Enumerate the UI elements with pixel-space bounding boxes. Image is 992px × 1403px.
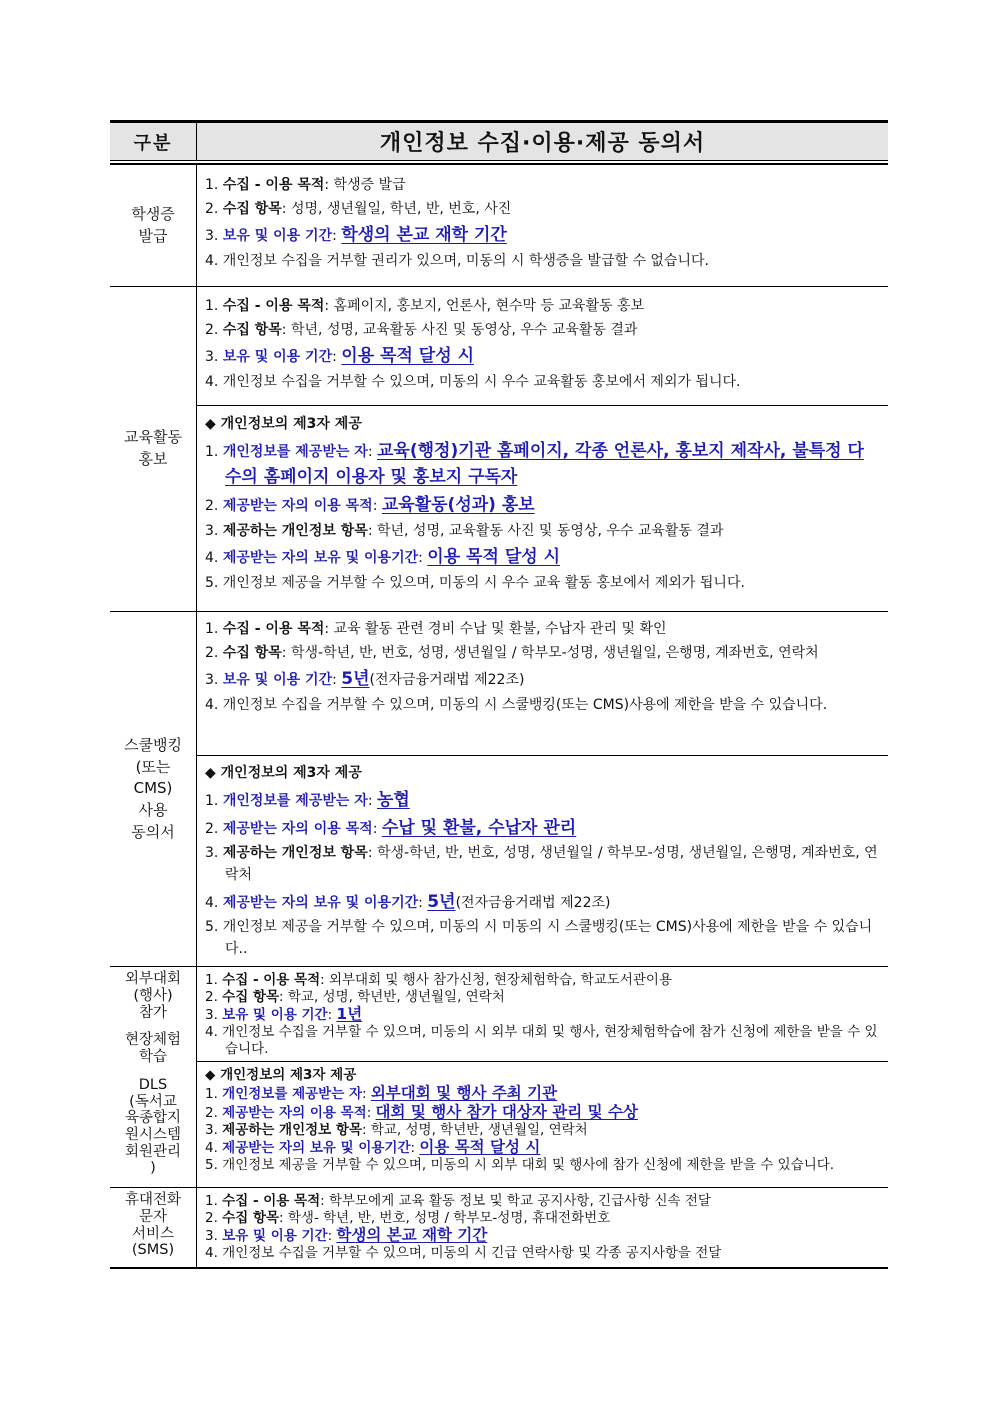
text-segment: 제공하는 개인정보 항목 (222, 845, 368, 862)
text-segment: 2. (205, 988, 223, 1005)
text-segment: 이용 목적 달성 시 (341, 346, 474, 367)
content-item (205, 889, 880, 915)
text-segment: ◆ 개인정보의 제3자 제공 (205, 765, 362, 781)
content-item (205, 222, 880, 248)
text-segment: : 학교, 성명, 학년반, 생년월일, 연락처 (361, 1121, 588, 1138)
table-row (110, 612, 888, 967)
collection-use-section (197, 612, 888, 755)
text-segment: : (366, 1104, 376, 1121)
text-segment: : 학교, 성명, 학년반, 생년월일, 연락처 (279, 988, 505, 1005)
text-segment: 보유 및 이용 기간 (222, 228, 333, 245)
row-label-line: (행사) (133, 988, 173, 1005)
text-segment: 보유 및 이용 기간 (222, 1007, 328, 1024)
text-segment: 5년 (341, 669, 370, 690)
content-item (205, 666, 880, 692)
text-segment: 3. (205, 1228, 223, 1245)
text-segment: : (327, 1007, 337, 1024)
row-label-line: 홍보 (138, 450, 168, 468)
text-segment: 3. (205, 349, 223, 366)
content-item (205, 1024, 880, 1057)
text-segment: 5년 (427, 891, 456, 912)
text-segment: 교육(행정)기관 홈페이지, 각종 언론사, 홍보지 제작사, 불특정 다수의 홈페이지 이용자 및 홍보지 구독자 (225, 440, 864, 488)
text-segment: : (367, 792, 377, 809)
text-segment: 제공하는 개인정보 항목 (222, 522, 368, 539)
text-segment: 2. (205, 821, 223, 838)
text-segment: 제공받는 자의 이용 목적 (222, 1104, 367, 1121)
content-item (205, 1122, 880, 1138)
text-segment: 1. (205, 177, 223, 193)
row-label-line: 참가 (138, 1004, 167, 1021)
text-segment: : (361, 1085, 371, 1102)
row-content (197, 1188, 888, 1267)
row-label (110, 287, 197, 611)
collection-use-section (197, 967, 888, 1061)
row-label-line: 스쿨뱅킹 (124, 735, 182, 754)
page-title: 개인정보 수집·이용·제공 동의서 (379, 131, 706, 156)
text-segment: 학생의 본교 재학 기간 (336, 1226, 488, 1245)
text-segment: 이용 목적 달성 시 (427, 547, 561, 568)
text-segment: 수집 항목 (222, 1209, 280, 1226)
text-segment: : (410, 1140, 420, 1156)
consent-form-table (110, 120, 888, 1269)
text-segment: 4. (205, 550, 223, 567)
row-label-line: (독서교 (129, 1093, 177, 1110)
row-label-line: 문자 (138, 1208, 167, 1225)
content-item (205, 763, 880, 785)
content-item (205, 1193, 880, 1209)
row-content (197, 165, 888, 286)
text-segment: 제공받는 자의 보유 및 이용기간 (222, 1140, 411, 1156)
text-segment: : 학생- 학년, 반, 번호, 성명 / 학부모-성명, 휴대전화번호 (279, 1209, 611, 1226)
text-segment: 2. (205, 644, 223, 661)
text-segment: 개인정보를 제공받는 자 (222, 792, 368, 809)
row-label-line: CMS) (133, 779, 173, 798)
row-label-line: 휴대전화 (124, 1192, 182, 1209)
content-item (205, 917, 880, 960)
text-segment: 제공받는 자의 이용 목적 (222, 821, 373, 838)
text-segment: 1. (205, 443, 223, 460)
text-segment: 보유 및 이용 기간 (222, 672, 333, 689)
content-item (205, 989, 880, 1005)
text-segment: (전자금융거래법 제22조) (455, 894, 611, 911)
text-segment: 수집 - 이용 목적 (222, 621, 325, 637)
row-label-line: (SMS) (131, 1242, 175, 1259)
content-item (205, 1067, 880, 1083)
text-segment: : (372, 498, 382, 515)
row-label (110, 612, 197, 966)
text-segment: 제공받는 자의 보유 및 이용기간 (222, 550, 419, 567)
text-segment: 4. 개인정보 수집을 거부할 수 있으며, 미동의 시 스쿨뱅킹(또는 CMS)사용에 제한을 받을 수 있습니다. (205, 696, 828, 713)
text-segment: 2. (205, 200, 223, 217)
text-segment: 이용 목적 달성 시 (419, 1138, 541, 1156)
text-segment: 보유 및 이용 기간 (222, 349, 333, 366)
table-body (110, 165, 888, 1267)
text-segment: : (372, 821, 382, 838)
content-item (205, 1084, 880, 1103)
collection-use-section (197, 165, 888, 286)
content-item (205, 972, 880, 988)
content-item (205, 1103, 880, 1122)
text-segment: 4. (205, 1140, 223, 1156)
text-segment: 수집 항목 (222, 988, 280, 1005)
text-segment: : 학부모에게 교육 활동 정보 및 학교 공지사항, 긴급사항 신속 전달 (320, 1193, 711, 1210)
text-segment: 4. (205, 894, 223, 911)
text-segment: 제공받는 자의 보유 및 이용기간 (222, 894, 419, 911)
content-item (205, 1138, 880, 1157)
text-segment: : 학생-학년, 반, 번호, 성명, 생년월일 / 학부모-성명, 생년월일, 은행명, 계좌번호, 연락처 (225, 845, 878, 884)
text-segment: 5. 개인정보 제공을 거부할 수 있으며, 미동의 시 우수 교육 활동 홍보에서 제외가 됩니다. (205, 574, 745, 591)
row-content (197, 612, 888, 966)
text-segment: 수집 항목 (222, 200, 282, 217)
text-segment: 개인정보를 제공받는 자 (222, 1085, 362, 1102)
text-segment: 3. (205, 845, 223, 862)
text-segment: ◆ 개인정보의 제3자 제공 (205, 416, 362, 432)
row-label (110, 165, 197, 286)
third-party-provision-section (197, 1061, 888, 1187)
row-label-line: 외부대회 (124, 971, 182, 988)
content-item (205, 695, 880, 717)
text-segment: 4. 개인정보 수집을 거부할 수 있으며, 미동의 시 우수 교육활동 홍보에서 제외가 됩니다. (205, 373, 741, 390)
content-item (205, 438, 880, 491)
text-segment: 보유 및 이용 기간 (222, 1228, 328, 1245)
text-segment: 수집 - 이용 목적 (222, 298, 325, 314)
text-segment: 3. (205, 1121, 223, 1138)
text-segment: 제공받는 자의 이용 목적 (222, 498, 373, 515)
text-segment: 수집 - 이용 목적 (222, 1193, 321, 1210)
text-segment: 1. (205, 972, 223, 989)
table-row (110, 967, 888, 1188)
row-label (110, 1188, 197, 1267)
row-label-line: 서비스 (131, 1225, 175, 1242)
text-segment: 대회 및 행사 참가 대상자 관리 및 수상 (375, 1102, 638, 1121)
row-label-line: 육종합지 (124, 1110, 182, 1127)
text-segment: 수집 - 이용 목적 (222, 177, 325, 193)
text-segment: 2. (205, 1104, 223, 1121)
text-segment: 제공하는 개인정보 항목 (222, 1121, 362, 1138)
text-segment: 4. 개인정보 수집을 거부할 권리가 있으며, 미동의 시 학생증을 발급할 수 없습니다. (205, 252, 709, 269)
text-segment: (전자금융거래법 제22조) (369, 672, 525, 689)
content-item (205, 544, 880, 570)
text-segment: 1. (205, 1085, 223, 1102)
content-item (205, 320, 880, 342)
text-segment: : 학생증 발급 (324, 177, 406, 193)
content-item (205, 1245, 880, 1261)
content-item (205, 372, 880, 394)
content-item (205, 251, 880, 273)
text-segment: 1년 (336, 1005, 363, 1024)
text-segment: 3. (205, 228, 223, 245)
content-item (205, 199, 880, 221)
row-content (197, 287, 888, 611)
row-label-line: DLS (138, 1076, 168, 1093)
text-segment: 수집 항목 (222, 644, 282, 661)
row-label-line: 교육활동 (124, 428, 182, 447)
text-segment: 수납 및 환불, 수납자 관리 (381, 818, 577, 839)
content-item (205, 1226, 880, 1245)
third-party-provision-section (197, 755, 888, 966)
text-segment: 외부대회 및 행사 주최 기관 (370, 1083, 558, 1102)
row-label-line: 사용 (138, 801, 168, 820)
content-item (205, 296, 880, 318)
content-item (205, 787, 880, 813)
text-segment: : 학년, 성명, 교육활동 사진 및 동영상, 우수 교육활동 결과 (367, 522, 724, 539)
text-segment: 1. (205, 792, 223, 809)
content-item (205, 815, 880, 841)
text-segment: 1. (205, 621, 223, 637)
text-segment: 수집 - 이용 목적 (222, 972, 321, 989)
content-item (205, 643, 880, 665)
text-segment: 농협 (376, 789, 410, 810)
text-segment: 1. (205, 1193, 223, 1210)
row-label (110, 967, 197, 1187)
text-segment: 4. 개인정보 수집을 거부할 수 있으며, 미동의 시 외부 대회 및 행사, 현장체험학습에 참가 신청에 제한을 받을 수 있습니다. (205, 1024, 878, 1057)
text-segment: : 외부대회 및 행사 참가신청, 현장체험학습, 학교도서관이용 (320, 972, 672, 989)
text-segment: 3. (205, 1007, 223, 1024)
content-item (205, 521, 880, 543)
row-label-line: 학습 (138, 1049, 167, 1066)
row-label-line: ) (150, 1160, 156, 1177)
content-item (205, 175, 880, 197)
collection-use-section (197, 287, 888, 405)
text-segment: 4. 개인정보 수집을 거부할 수 있으며, 미동의 시 긴급 연락사항 및 각종 공지사항을 전달 (205, 1245, 722, 1262)
text-segment: : 교육 활동 관련 경비 수납 및 환불, 수납자 관리 및 확인 (324, 621, 667, 637)
row-label-line: 동의서 (131, 822, 175, 841)
collection-use-section (197, 1188, 888, 1267)
text-segment: : 홈페이지, 홍보지, 언론사, 현수막 등 교육활동 홍보 (324, 298, 645, 314)
row-label-line: 발급 (138, 226, 168, 245)
text-segment: 2. (205, 321, 223, 338)
row-label-line: 회원관리 (124, 1143, 182, 1160)
text-segment: : (327, 1228, 337, 1245)
text-segment: 학생의 본교 재학 기간 (341, 225, 507, 246)
content-item (205, 414, 880, 436)
content-item (205, 343, 880, 369)
text-segment: : (367, 443, 377, 460)
text-segment: : 성명, 생년월일, 학년, 반, 번호, 사진 (281, 200, 512, 217)
text-segment: 5. 개인정보 제공을 거부할 수 있으며, 미동의 시 외부 대회 및 행사에 참가 신청에 제한을 받을 수 있습니다. (205, 1156, 835, 1173)
text-segment: : (332, 672, 342, 689)
text-segment: 3. (205, 672, 223, 689)
row-label-line: 원시스템 (124, 1126, 182, 1143)
text-segment: 1. (205, 298, 223, 314)
content-item (205, 492, 880, 518)
text-segment: : 학년, 성명, 교육활동 사진 및 동영상, 우수 교육활동 결과 (281, 321, 638, 338)
table-row (110, 287, 888, 612)
text-segment: 개인정보를 제공받는 자 (222, 443, 368, 460)
text-segment: 2. (205, 1209, 223, 1226)
row-label-line: 현장체험 (124, 1032, 182, 1049)
text-segment: : (418, 550, 428, 567)
content-item (205, 1005, 880, 1024)
text-segment: 3. (205, 522, 223, 539)
text-segment: : (332, 228, 342, 245)
row-label-line: 학생증 (131, 204, 175, 223)
text-segment: : (332, 349, 342, 366)
content-item (205, 619, 880, 641)
row-content (197, 967, 888, 1187)
table-row (110, 165, 888, 287)
table-header-row (110, 123, 888, 161)
content-item (205, 1210, 880, 1226)
row-label-line: (또는 (135, 757, 171, 776)
content-item (205, 1157, 880, 1173)
text-segment: 5. 개인정보 제공을 거부할 수 있으며, 미동의 시 미동의 시 스쿨뱅킹(또는 CMS)사용에 제한을 받을 수 있습니다.. (205, 919, 873, 957)
text-segment: ◆ 개인정보의 제3자 제공 (205, 1067, 357, 1084)
table-row (110, 1188, 888, 1267)
content-item (205, 843, 880, 886)
text-segment: 교육활동(성과) 홍보 (381, 495, 535, 516)
text-segment: : 학생-학년, 반, 번호, 성명, 생년월일 / 학부모-성명, 생년월일, 은행명, 계좌번호, 연락처 (281, 644, 819, 661)
content-item (205, 573, 880, 595)
text-segment: : (418, 894, 428, 911)
text-segment: 수집 항목 (222, 321, 282, 338)
header-category-cell: 구분 (110, 123, 197, 160)
third-party-provision-section (197, 405, 888, 611)
text-segment: 2. (205, 498, 223, 515)
